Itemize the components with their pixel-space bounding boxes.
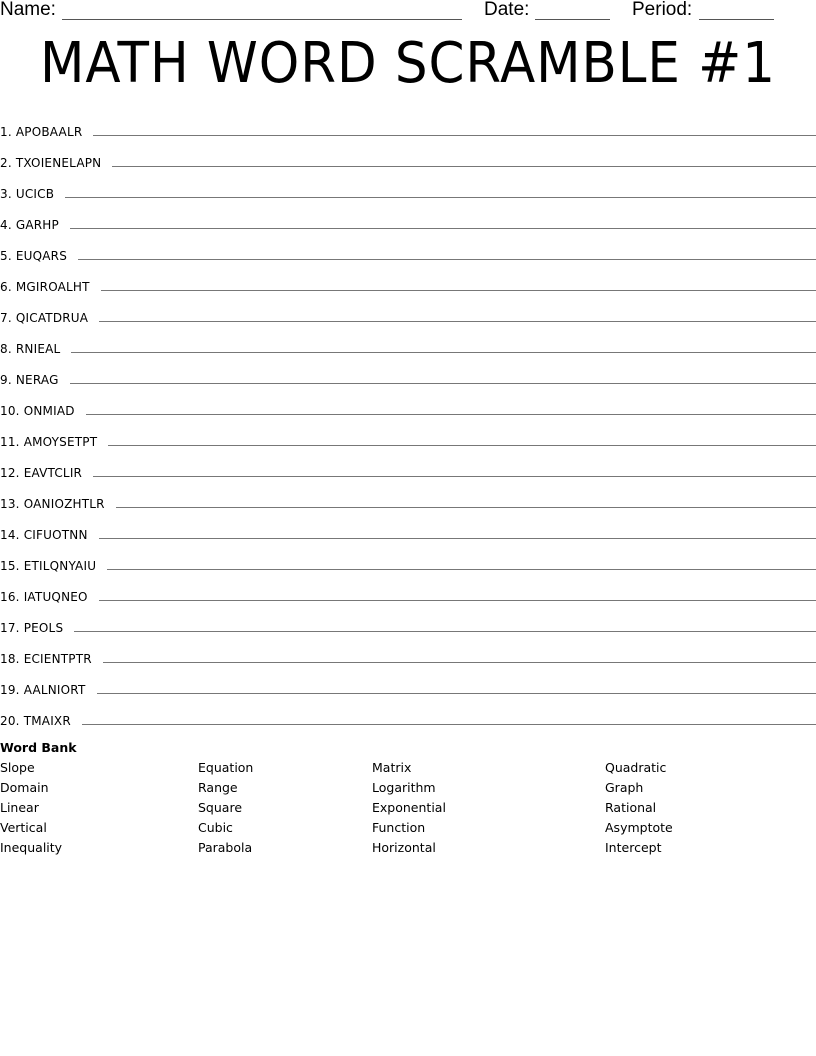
word-bank-item: Linear [0, 800, 39, 815]
period-line[interactable] [699, 19, 774, 20]
worksheet-header [0, 0, 816, 22]
question-row [0, 420, 816, 451]
scrambled-word: 12. EAVTCLIR [0, 466, 83, 480]
word-bank-item: Vertical [0, 820, 47, 835]
word-bank-item: Logarithm [372, 780, 436, 795]
scrambled-word: 10. ONMIAD [0, 404, 75, 418]
word-bank-item: Parabola [198, 840, 253, 855]
question-row [0, 513, 816, 544]
scrambled-word: 13. OANIOZHTLR [0, 497, 105, 511]
answer-line[interactable] [71, 352, 816, 353]
answer-line[interactable] [78, 259, 816, 260]
answer-line[interactable] [74, 631, 816, 632]
word-bank-item: Exponential [372, 800, 446, 815]
answer-line[interactable] [112, 166, 816, 167]
scrambled-word: 9. NERAG [0, 373, 59, 387]
question-row [0, 141, 816, 172]
word-bank-item: Matrix [372, 760, 412, 775]
word-bank-item: Horizontal [372, 840, 436, 855]
word-bank-column [0, 760, 62, 860]
scrambled-word: 3. UCICB [0, 187, 55, 201]
question-list [0, 110, 816, 730]
word-bank-column [198, 760, 253, 860]
word-bank-item: Square [198, 800, 243, 815]
question-row [0, 482, 816, 513]
question-row [0, 358, 816, 389]
word-bank-item: Slope [0, 760, 35, 775]
word-bank-item: Equation [198, 760, 254, 775]
word-bank-column [372, 760, 446, 860]
scrambled-word: 8. RNIEAL [0, 342, 61, 356]
word-bank-item: Inequality [0, 840, 63, 855]
date-line[interactable] [535, 19, 610, 20]
question-row [0, 389, 816, 420]
word-bank-item: Graph [605, 780, 644, 795]
question-row [0, 668, 816, 699]
name-label: Name: [0, 0, 56, 20]
answer-line[interactable] [116, 507, 816, 508]
question-row [0, 606, 816, 637]
question-row [0, 451, 816, 482]
answer-line[interactable] [108, 445, 816, 446]
question-row [0, 234, 816, 265]
question-row [0, 637, 816, 668]
answer-line[interactable] [107, 569, 816, 570]
answer-line[interactable] [99, 600, 816, 601]
question-row [0, 110, 816, 141]
question-row [0, 699, 816, 730]
answer-line[interactable] [70, 383, 816, 384]
scrambled-word: 18. ECIENTPTR [0, 652, 92, 666]
period-label: Period: [632, 0, 693, 20]
answer-line[interactable] [97, 693, 816, 694]
scrambled-word: 1. APOBAALR [0, 125, 83, 139]
scrambled-word: 5. EUQARS [0, 249, 68, 263]
question-row [0, 172, 816, 203]
word-bank-column [605, 760, 673, 860]
question-row [0, 575, 816, 606]
answer-line[interactable] [65, 197, 816, 198]
scrambled-word: 6. MGIROALHT [0, 280, 90, 294]
scrambled-word: 19. AALNIORT [0, 683, 86, 697]
word-bank-item: Function [372, 820, 426, 835]
answer-line[interactable] [101, 290, 816, 291]
question-row [0, 296, 816, 327]
word-bank-title: Word Bank [0, 740, 77, 755]
scrambled-word: 16. IATUQNEO [0, 590, 88, 604]
word-bank-item: Range [198, 780, 238, 795]
answer-line[interactable] [86, 414, 816, 415]
scrambled-word: 4. GARHP [0, 218, 59, 232]
date-label: Date: [484, 0, 530, 20]
scrambled-word: 7. QICATDRUA [0, 311, 89, 325]
word-bank-item: Cubic [198, 820, 233, 835]
page-title: MATH WORD SCRAMBLE #1 [40, 31, 776, 96]
answer-line[interactable] [103, 662, 816, 663]
answer-line[interactable] [99, 538, 816, 539]
answer-line[interactable] [82, 724, 816, 725]
scrambled-word: 2. TXOIENELAPN [0, 156, 102, 170]
answer-line[interactable] [99, 321, 816, 322]
question-row [0, 265, 816, 296]
word-bank-grid [0, 760, 816, 870]
question-row [0, 203, 816, 234]
scrambled-word: 14. CIFUOTNN [0, 528, 88, 542]
answer-line[interactable] [93, 135, 816, 136]
question-row [0, 327, 816, 358]
word-bank-item: Rational [605, 800, 657, 815]
scrambled-word: 11. AMOYSETPT [0, 435, 98, 449]
word-bank-item: Asymptote [605, 820, 673, 835]
word-bank-item: Quadratic [605, 760, 667, 775]
scrambled-word: 17. PEOLS [0, 621, 64, 635]
scrambled-word: 15. ETILQNYAIU [0, 559, 97, 573]
name-line[interactable] [62, 19, 462, 20]
answer-line[interactable] [93, 476, 816, 477]
scrambled-word: 20. TMAIXR [0, 714, 71, 728]
word-bank [0, 740, 816, 870]
word-bank-item: Intercept [605, 840, 662, 855]
word-bank-item: Domain [0, 780, 49, 795]
question-row [0, 544, 816, 575]
answer-line[interactable] [70, 228, 816, 229]
